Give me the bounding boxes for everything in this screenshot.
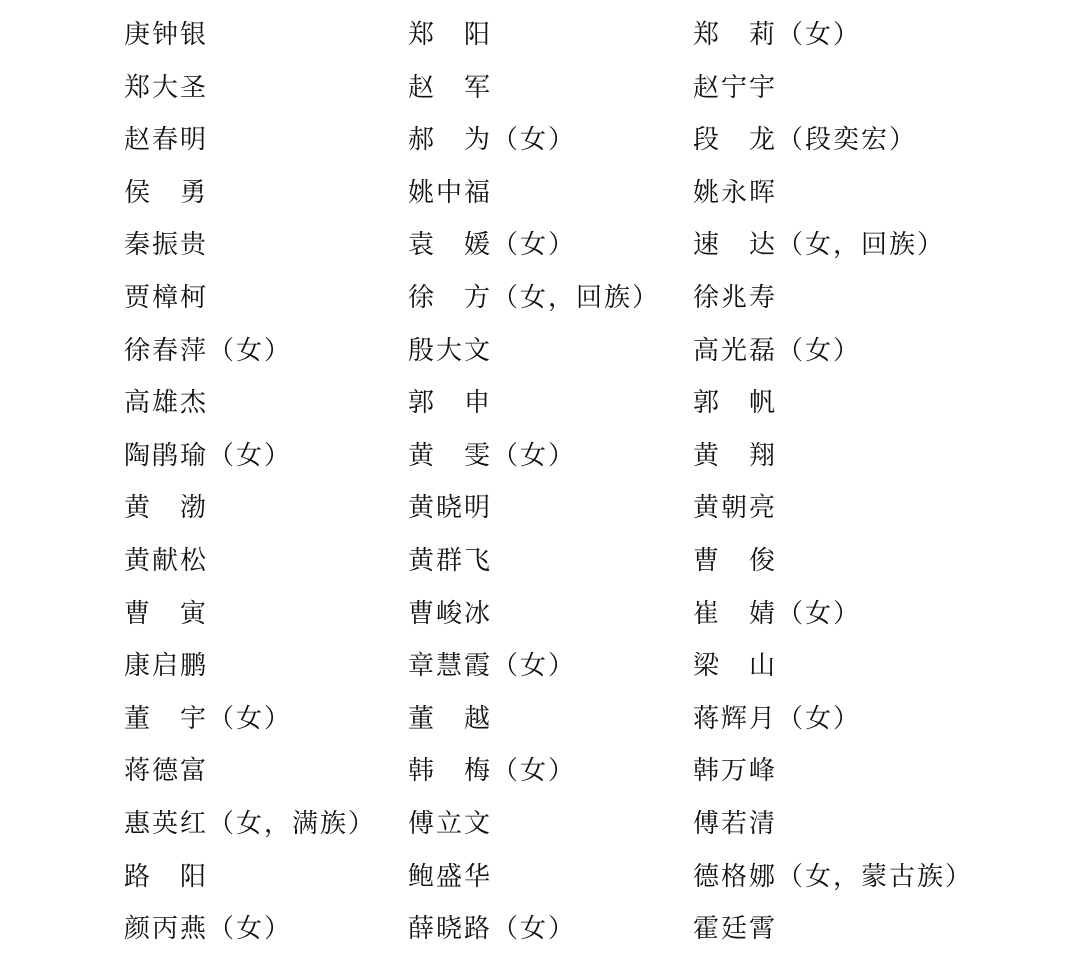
name-entry: 袁 媛（女）: [408, 230, 577, 261]
name-entry: 徐兆寿: [693, 282, 778, 313]
name-entry: 郑大圣: [124, 72, 209, 103]
name-entry: 鲍盛华: [408, 861, 493, 892]
name-entry: 高雄杰: [124, 388, 209, 419]
name-entry: 速 达（女，回族）: [693, 230, 946, 261]
name-row: [124, 430, 1024, 483]
name-entry: 姚中福: [408, 177, 493, 208]
name-entry: 崔 婧（女）: [693, 598, 862, 629]
name-entry: 黄献松: [124, 545, 209, 576]
name-entry: 颜丙燕（女）: [124, 914, 293, 945]
name-entry: 曹 俊: [693, 545, 778, 576]
name-entry: 傅立文: [408, 808, 493, 839]
name-row: [124, 851, 1024, 904]
name-row: [124, 167, 1024, 220]
name-entry: 庚钟银: [124, 20, 209, 50]
name-row: [124, 62, 1024, 115]
name-row: [124, 9, 1024, 62]
name-entry: 徐春萍（女）: [124, 335, 293, 366]
name-entry: 董 越: [408, 703, 493, 734]
name-entry: 黄 渤: [124, 493, 209, 524]
name-entry: 霍廷霄: [693, 914, 778, 945]
name-entry: 赵宁宇: [693, 72, 778, 103]
name-entry: 段 龙（段奕宏）: [693, 125, 918, 156]
name-entry: 韩万峰: [693, 756, 778, 787]
name-row: [124, 588, 1024, 641]
name-row: [124, 798, 1024, 851]
name-entry: 陶鹃瑜（女）: [124, 440, 293, 471]
name-entry: 章慧霞（女）: [408, 651, 577, 682]
name-row: [124, 640, 1024, 693]
name-list: [124, 9, 1024, 956]
name-entry: 蒋德富: [124, 756, 209, 787]
name-entry: 黄朝亮: [693, 493, 778, 524]
name-entry: 惠英红（女，满族）: [124, 808, 377, 839]
name-entry: 徐 方（女，回族）: [408, 282, 661, 313]
name-entry: 康启鹏: [124, 651, 209, 682]
name-entry: 黄晓明: [408, 493, 493, 524]
name-entry: 梁 山: [693, 651, 778, 682]
name-entry: 蒋辉月（女）: [693, 703, 862, 734]
name-entry: 郭 帆: [693, 388, 778, 419]
name-entry: 姚永晖: [693, 177, 778, 208]
name-entry: 德格娜（女，蒙古族）: [693, 861, 974, 892]
name-row: [124, 482, 1024, 535]
name-row: [124, 745, 1024, 798]
name-row: [124, 693, 1024, 746]
name-entry: 董 宇（女）: [124, 703, 293, 734]
name-entry: 傅若清: [693, 808, 778, 839]
name-entry: 殷大文: [408, 335, 493, 366]
name-entry: 黄群飞: [408, 545, 493, 576]
name-entry: 侯 勇: [124, 177, 209, 208]
name-row: [124, 903, 1024, 956]
name-entry: 薛晓路（女）: [408, 914, 577, 945]
name-row: [124, 219, 1024, 272]
name-entry: 曹 寅: [124, 598, 209, 629]
name-entry: 韩 梅（女）: [408, 756, 577, 787]
name-entry: 赵春明: [124, 125, 209, 156]
name-row: [124, 377, 1024, 430]
name-row: [124, 535, 1024, 588]
name-entry: 路 阳: [124, 861, 209, 892]
name-entry: 郑 莉（女）: [693, 20, 862, 50]
name-entry: 黄 翔: [693, 440, 778, 471]
name-entry: 郭 申: [408, 388, 493, 419]
name-entry: 赵 军: [408, 72, 493, 103]
name-row: [124, 325, 1024, 378]
name-entry: 曹峻冰: [408, 598, 493, 629]
name-row: [124, 114, 1024, 167]
name-entry: 郝 为（女）: [408, 125, 577, 156]
name-entry: 黄 雯（女）: [408, 440, 577, 471]
name-row: [124, 272, 1024, 325]
name-entry: 贾樟柯: [124, 282, 209, 313]
name-entry: 高光磊（女）: [693, 335, 862, 366]
name-entry: 秦振贵: [124, 230, 209, 261]
name-entry: 郑 阳: [408, 20, 493, 50]
